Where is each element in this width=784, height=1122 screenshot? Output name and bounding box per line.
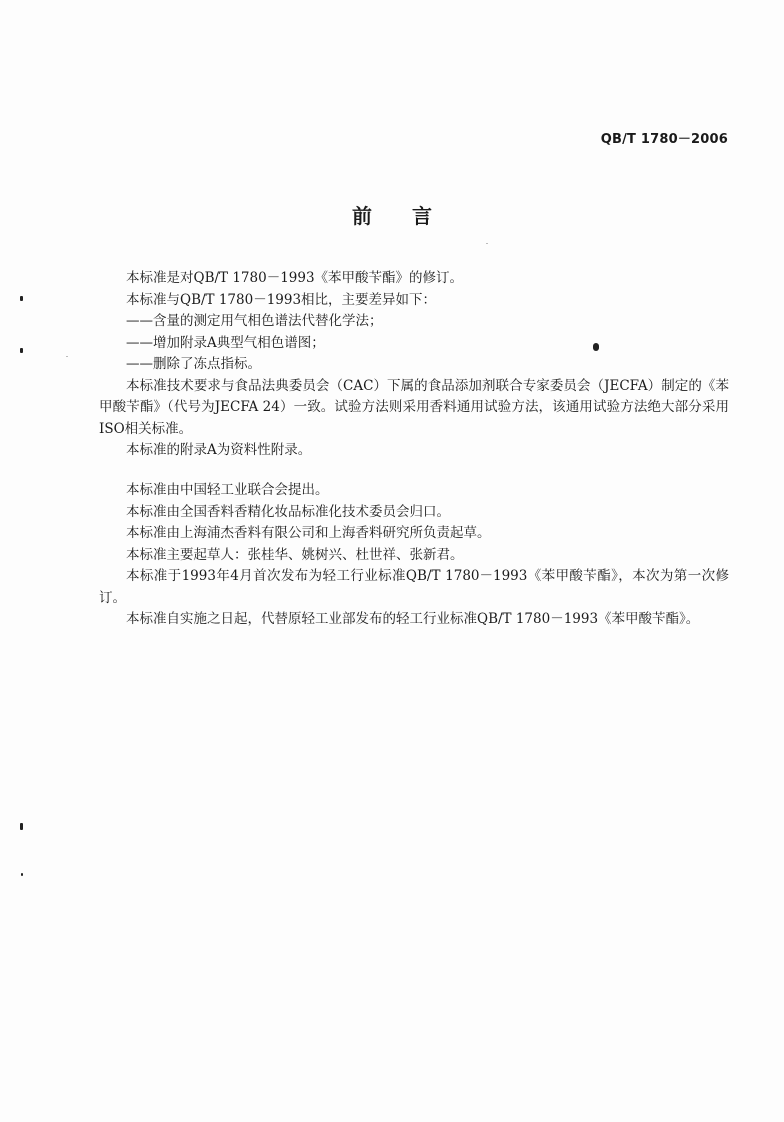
paragraph: 本标准主要起草人：张桂华、姚树兴、杜世祥、张新君。 bbox=[126, 546, 464, 563]
paragraph: 本标准由上海浦杰香料有限公司和上海香料研究所负责起草。 bbox=[126, 525, 491, 541]
foreword-section-differences bbox=[99, 268, 729, 462]
paragraph: 本标准是对QB/T 1780－1993《苯甲酸苄酯》的修订。 bbox=[126, 270, 464, 286]
paragraph: 本标准于1993年4月首次发布为轻工行业标准QB/T 1780－1993《苯甲酸苄酯》，本次为第一次修订。 bbox=[99, 568, 729, 606]
scan-artifact bbox=[486, 243, 488, 244]
scan-artifact bbox=[593, 343, 599, 351]
paragraph: 本标准技术要求与食品法典委员会（CAC）下属的食品添加剂联合专家委员会（JECFA）制定的《苯甲酸苄酯》（代号为JECFA 24）一致。试验方法则采用香料通用试验方法，该通用试验方法绝大部分采用ISO相关标准。 bbox=[99, 377, 729, 437]
list-item: ——删除了冻点指标。 bbox=[126, 356, 261, 372]
scan-artifact bbox=[21, 873, 23, 876]
standard-code: QB/T 1780－2006 bbox=[600, 132, 728, 147]
scan-artifact bbox=[20, 296, 23, 301]
paragraph: 本标准的附录A为资料性附录。 bbox=[126, 442, 312, 458]
scan-artifact bbox=[20, 348, 23, 353]
scan-artifact bbox=[20, 823, 23, 830]
scan-artifact bbox=[66, 356, 68, 357]
paragraph: 本标准与QB/T 1780－1993相比，主要差异如下： bbox=[126, 291, 437, 308]
page-title: 前言 bbox=[352, 204, 472, 228]
list-item: ——增加附录A典型气相色谱图； bbox=[126, 334, 325, 351]
paragraph: 本标准由中国轻工业联合会提出。 bbox=[126, 482, 329, 498]
paragraph: 本标准由全国香料香精化妆品标准化技术委员会归口。 bbox=[126, 503, 450, 520]
paragraph: 本标准自实施之日起，代替原轻工业部发布的轻工行业标准QB/T 1780－1993《苯甲酸苄酯》。 bbox=[126, 611, 700, 627]
foreword-section-drafting bbox=[99, 480, 729, 631]
list-item: ——含量的测定用气相色谱法代替化学法； bbox=[126, 313, 383, 329]
